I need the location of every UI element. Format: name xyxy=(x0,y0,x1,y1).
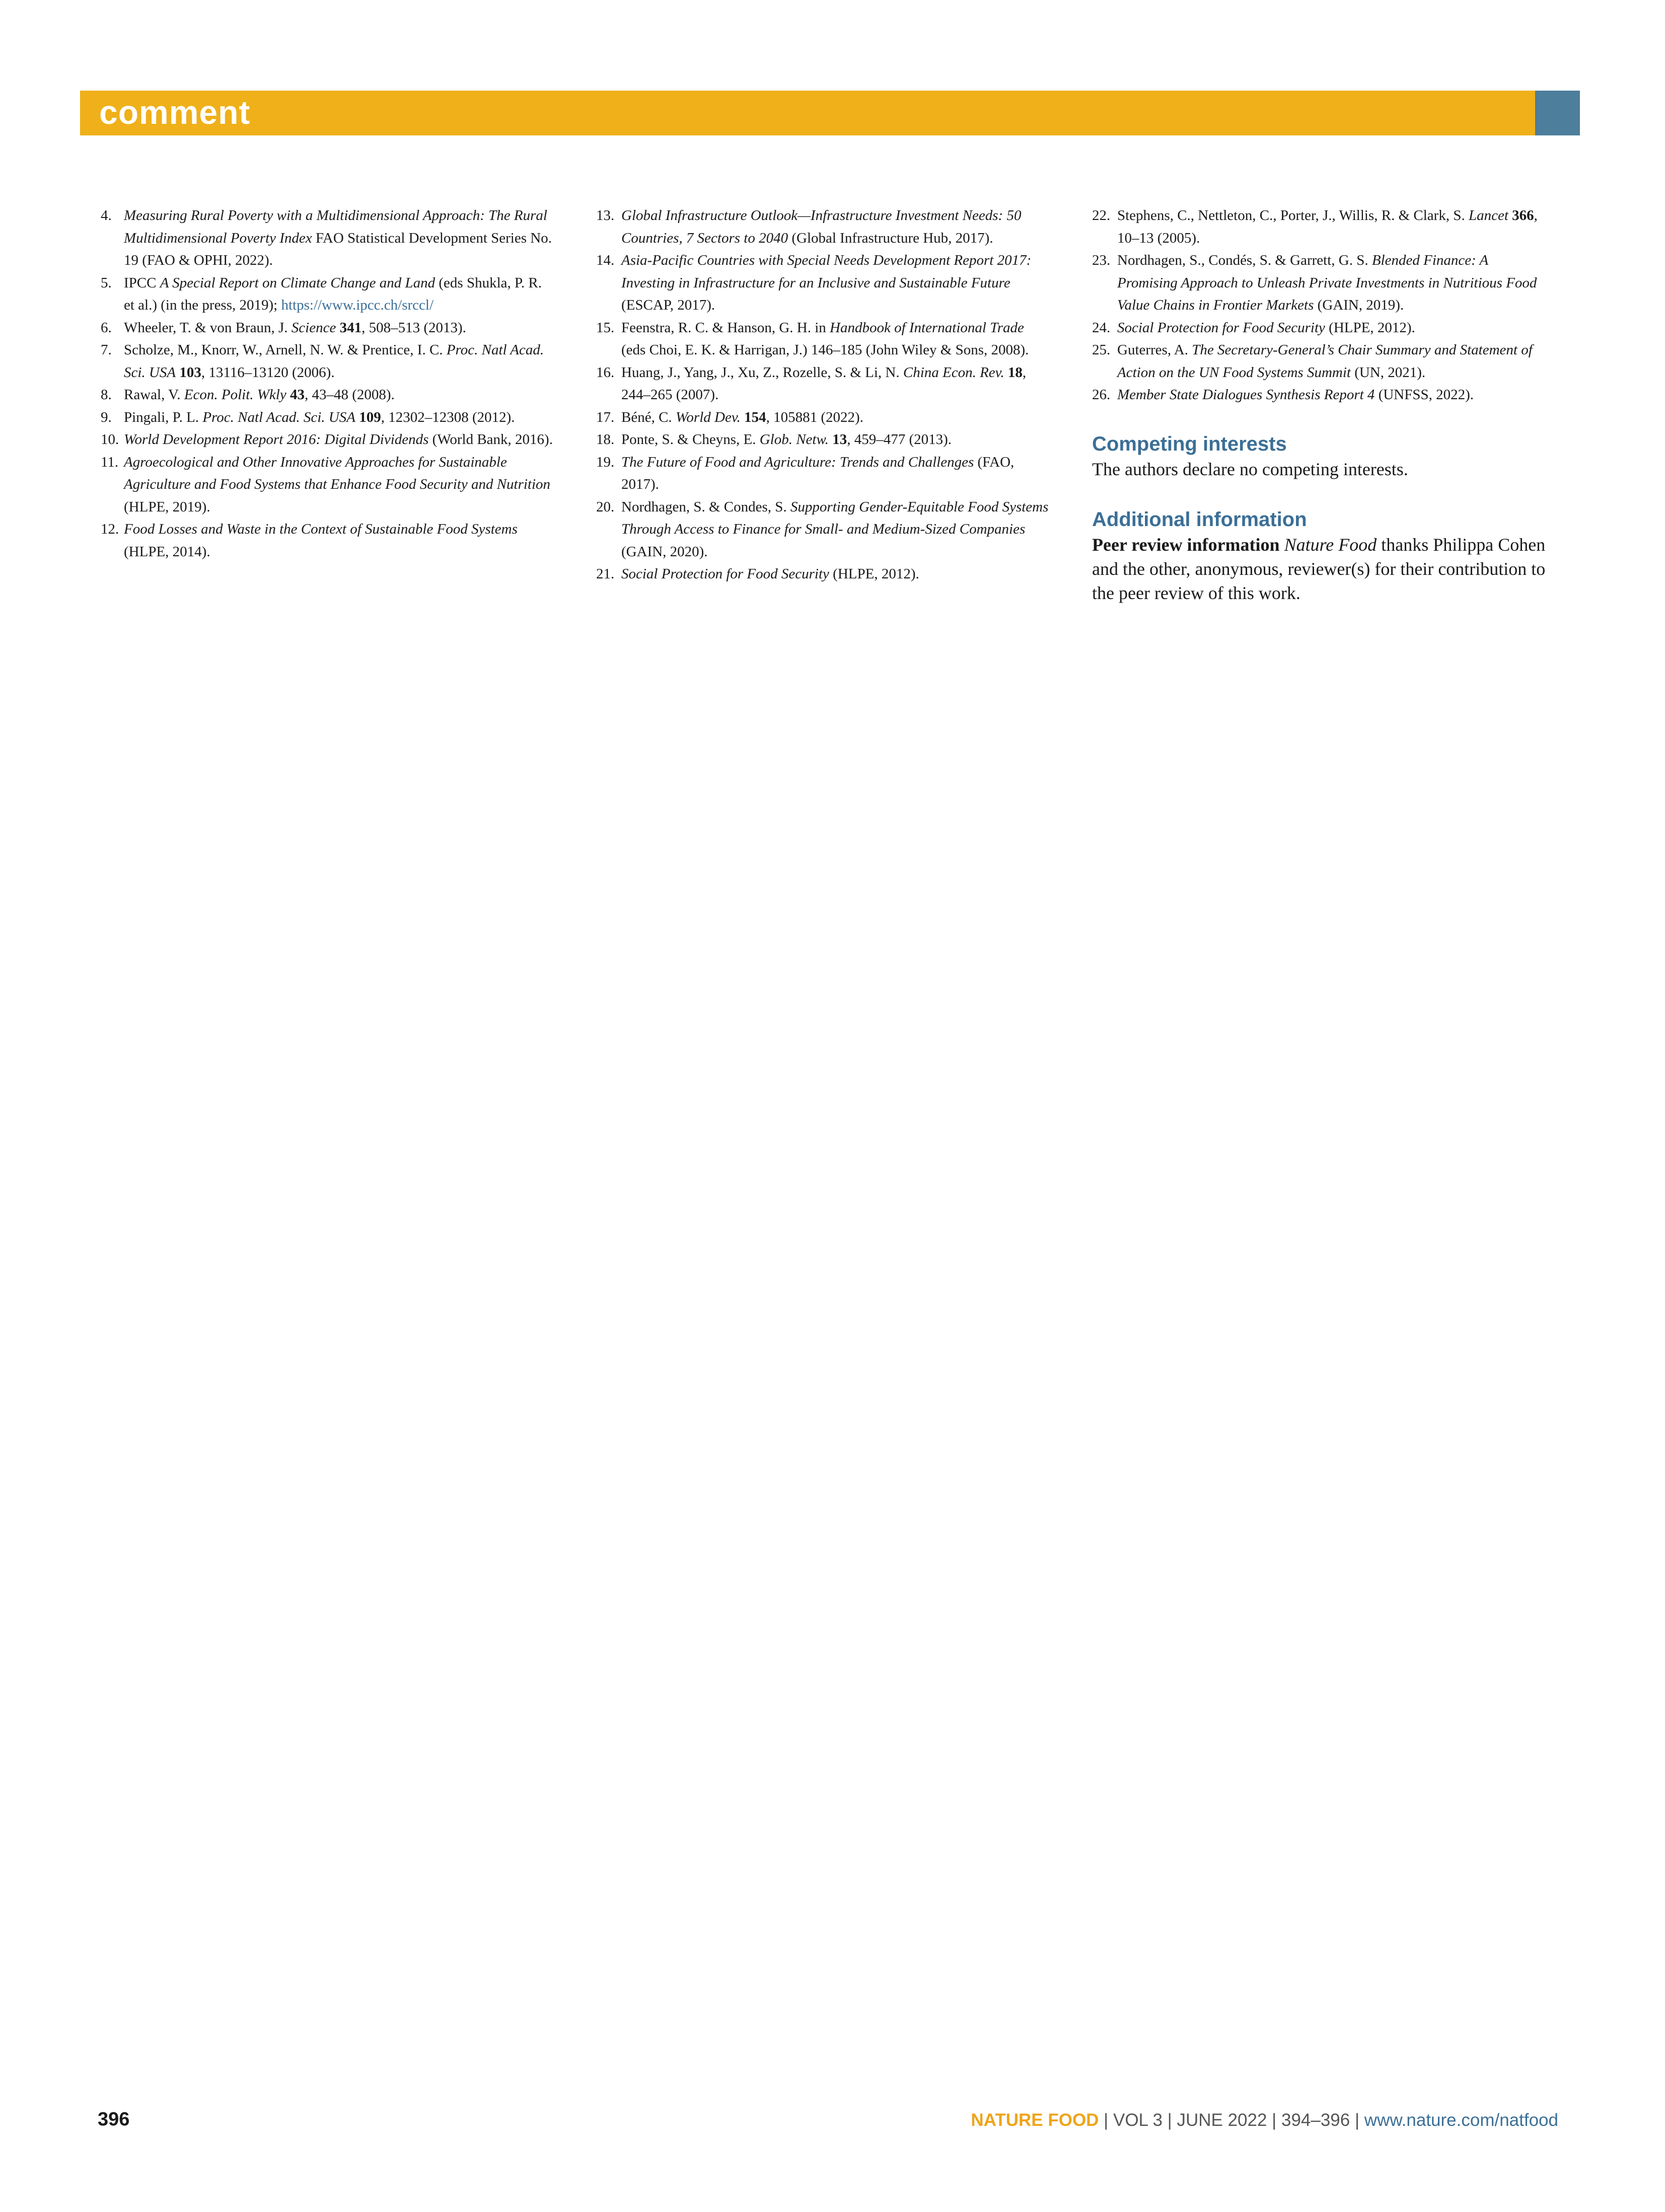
reference-text: Pingali, P. L. xyxy=(124,409,203,425)
reference-text: 366 xyxy=(1512,207,1534,224)
page-number: 396 xyxy=(98,2109,130,2130)
reference-text: , 13116–13120 (2006). xyxy=(201,364,335,381)
competing-interests-heading: Competing interests xyxy=(1092,433,1287,455)
reference-item xyxy=(99,204,554,272)
reference-text: 109 xyxy=(359,409,381,425)
reference-text: Ponte, S. & Cheyns, E. xyxy=(621,431,760,448)
reference-item xyxy=(596,451,1052,496)
reference-text: The Secretary-General’s Chair Summary and Statement of Action on the UN Food Systems Summit xyxy=(1117,342,1533,381)
reference-text: (ESCAP, 2017). xyxy=(621,297,715,313)
reference-text: China Econ. Rev. xyxy=(903,364,1004,381)
reference-item xyxy=(99,451,554,519)
reference-item xyxy=(99,406,554,429)
reference-text: , 105881 (2022). xyxy=(766,409,863,425)
reference-text: Feenstra, R. C. & Hanson, G. H. in xyxy=(621,319,830,336)
reference-item xyxy=(1092,317,1548,339)
journal-name: Nature Food xyxy=(1284,535,1377,555)
reference-text: A Special Report on Climate Change and Land xyxy=(160,274,436,291)
peer-review-text: thanks Philippa Cohen and the other, anonymous, reviewer(s) for their contribution to the peer review of this work. xyxy=(1092,535,1546,603)
reference-text: , 10–13 (2005). xyxy=(1117,207,1538,246)
reference-text: Agroecological and Other Innovative Approaches for Sustainable Agriculture and Food Systems that Enhance Food Security and Nutrition xyxy=(124,454,551,492)
reference-number: 17. xyxy=(596,409,615,425)
reference-link[interactable]: https://www.ipcc.ch/srccl/ xyxy=(281,297,434,313)
reference-number: 26. xyxy=(1092,387,1111,403)
reference-text: World Development Report 2016: Digital Dividends xyxy=(124,431,429,448)
reference-text: 43 xyxy=(289,387,305,403)
reference-text: (HLPE, 2012). xyxy=(829,566,919,582)
reference-text: Nordhagen, S. & Condes, S. xyxy=(621,498,790,515)
reference-item xyxy=(1092,204,1548,249)
reference-number: 5. xyxy=(101,274,112,291)
peer-review-information xyxy=(1092,533,1548,605)
reference-text: 154 xyxy=(744,409,766,425)
footer-url-link[interactable]: www.nature.com/natfood xyxy=(1364,2110,1558,2130)
reference-item xyxy=(1092,339,1548,384)
reference-number: 25. xyxy=(1092,342,1111,358)
reference-text: Glob. Netw. xyxy=(759,431,829,448)
reference-text: Blended Finance: A Promising Approach to Unleash Private Investments in Nutritious Food Value Chains in Frontier Markets xyxy=(1117,252,1537,313)
reference-text: (HLPE, 2019). xyxy=(124,498,210,515)
reference-text: 103 xyxy=(179,364,201,381)
reference-text: IPCC xyxy=(124,274,160,291)
reference-text: Huang, J., Yang, J., Xu, Z., Rozelle, S. & Li, N. xyxy=(621,364,903,381)
reference-item xyxy=(596,406,1052,429)
reference-number: 4. xyxy=(101,207,112,224)
reference-text: (FAO, 2017). xyxy=(621,454,1015,492)
reference-text: Measuring Rural Poverty with a Multidimensional Approach: The Rural Multidimensional Poverty Index xyxy=(124,207,547,246)
reference-item xyxy=(596,496,1052,563)
reference-text xyxy=(336,320,339,336)
reference-item xyxy=(99,272,554,317)
reference-item xyxy=(596,317,1052,361)
reference-item xyxy=(99,339,554,384)
reference-text: Econ. Polit. Wkly xyxy=(184,387,286,403)
peer-review-label: Peer review information xyxy=(1092,535,1280,555)
reference-item xyxy=(99,518,554,563)
reference-item xyxy=(99,317,554,339)
reference-number: 22. xyxy=(1092,207,1111,224)
reference-number: 9. xyxy=(101,409,112,425)
reference-text: Social Protection for Food Security xyxy=(621,566,829,582)
additional-information-heading: Additional information xyxy=(1092,508,1307,531)
competing-interests-section xyxy=(1092,432,1548,481)
reference-text: , 244–265 (2007). xyxy=(621,364,1027,403)
reference-text: (eds Choi, E. K. & Harrigan, J.) 146–185 (John Wiley & Sons, 2008). xyxy=(621,342,1029,358)
reference-item xyxy=(596,428,1052,451)
reference-item xyxy=(596,204,1052,249)
reference-text: Nordhagen, S., Condés, S. & Garrett, G. S. xyxy=(1117,252,1372,268)
reference-number: 24. xyxy=(1092,319,1111,336)
reference-number: 10. xyxy=(101,431,119,448)
reference-item xyxy=(1092,249,1548,317)
reference-text: , 43–48 (2008). xyxy=(304,387,395,403)
reference-number: 11. xyxy=(101,454,119,470)
reference-text: Science xyxy=(291,319,336,336)
reference-item xyxy=(596,361,1052,406)
reference-text: World Dev. xyxy=(675,409,741,425)
reference-text: Member State Dialogues Synthesis Report 4 xyxy=(1117,387,1375,403)
reference-text: (HLPE, 2014). xyxy=(124,543,210,560)
reference-number: 12. xyxy=(101,521,119,537)
reference-text xyxy=(286,387,290,403)
reference-text: Wheeler, T. & von Braun, J. xyxy=(124,319,292,336)
reference-number: 7. xyxy=(101,342,112,358)
footer-issue: | VOL 3 | JUNE 2022 | 394–396 | xyxy=(1099,2110,1364,2130)
reference-text: Supporting Gender-Equitable Food Systems Through Access to Finance for Small- and Medium-Sized Companies xyxy=(621,498,1049,537)
reference-text: Food Losses and Waste in the Context of Sustainable Food Systems xyxy=(124,521,518,537)
reference-number: 18. xyxy=(596,431,615,448)
reference-text: 13 xyxy=(832,431,847,448)
additional-information-section xyxy=(1092,507,1548,605)
reference-text: Béné, C. xyxy=(621,409,676,425)
reference-text: Handbook of International Trade xyxy=(830,319,1024,336)
reference-column-3 xyxy=(1092,204,1548,406)
reference-number: 23. xyxy=(1092,252,1111,268)
reference-text xyxy=(741,409,744,425)
reference-text: (eds Shukla, P. R. et al.) (in the press, 2019); xyxy=(124,274,542,313)
reference-text: Rawal, V. xyxy=(124,387,184,403)
footer-citation xyxy=(971,2109,1558,2131)
reference-item xyxy=(99,384,554,406)
reference-item xyxy=(596,563,1052,585)
reference-number: 14. xyxy=(596,252,615,268)
reference-number: 19. xyxy=(596,454,615,470)
reference-text: Asia-Pacific Countries with Special Needs Development Report 2017: Investing in Infrastructure for an Inclusive and Sustainable Future xyxy=(621,252,1032,291)
reference-text xyxy=(1004,364,1008,381)
reference-text: (GAIN, 2020). xyxy=(621,543,708,560)
reference-text: 18 xyxy=(1007,364,1023,381)
reference-column-2 xyxy=(596,204,1052,585)
reference-text: Guterres, A. xyxy=(1117,342,1192,358)
reference-number: 15. xyxy=(596,319,615,336)
reference-text: , 459–477 (2013). xyxy=(847,431,952,448)
reference-text: Social Protection for Food Security xyxy=(1117,319,1325,336)
reference-number: 20. xyxy=(596,498,615,515)
reference-text: (Global Infrastructure Hub, 2017). xyxy=(788,230,993,246)
reference-text: (HLPE, 2012). xyxy=(1325,319,1415,336)
competing-interests-body: The authors declare no competing interests. xyxy=(1092,459,1408,479)
section-banner xyxy=(80,91,1535,135)
reference-text: The Future of Food and Agriculture: Trends and Challenges xyxy=(621,454,974,470)
reference-text: 341 xyxy=(339,319,362,336)
reference-item xyxy=(99,428,554,451)
reference-number: 21. xyxy=(596,566,615,582)
reference-text: Proc. Natl Acad. Sci. USA xyxy=(124,342,544,381)
reference-text: (UN, 2021). xyxy=(1350,364,1426,381)
reference-text: Proc. Natl Acad. Sci. USA xyxy=(202,409,355,425)
reference-text: Stephens, C., Nettleton, C., Porter, J., Willis, R. & Clark, S. xyxy=(1117,207,1469,224)
reference-text: Scholze, M., Knorr, W., Arnell, N. W. & Prentice, I. C. xyxy=(124,342,447,358)
reference-text: FAO Statistical Development Series No. 19 (FAO & OPHI, 2022). xyxy=(124,230,552,268)
reference-column-1 xyxy=(99,204,554,563)
banner-tab xyxy=(1535,91,1580,135)
reference-number: 8. xyxy=(101,387,112,403)
reference-text: Global Infrastructure Outlook—Infrastructure Investment Needs: 50 Countries, 7 Sectors to 2040 xyxy=(621,207,1022,246)
reference-text: , 12302–12308 (2012). xyxy=(381,409,515,425)
reference-number: 6. xyxy=(101,319,112,336)
reference-item xyxy=(1092,384,1548,406)
section-label: comment xyxy=(99,94,251,131)
reference-text: (UNFSS, 2022). xyxy=(1374,387,1474,403)
reference-text: , 508–513 (2013). xyxy=(361,319,466,336)
reference-text: (World Bank, 2016). xyxy=(428,431,553,448)
reference-number: 13. xyxy=(596,207,615,224)
reference-item xyxy=(596,249,1052,317)
footer-journal: NATURE FOOD xyxy=(971,2110,1099,2130)
reference-text: Lancet xyxy=(1468,207,1508,224)
reference-text: (GAIN, 2019). xyxy=(1314,297,1404,313)
reference-number: 16. xyxy=(596,364,615,381)
